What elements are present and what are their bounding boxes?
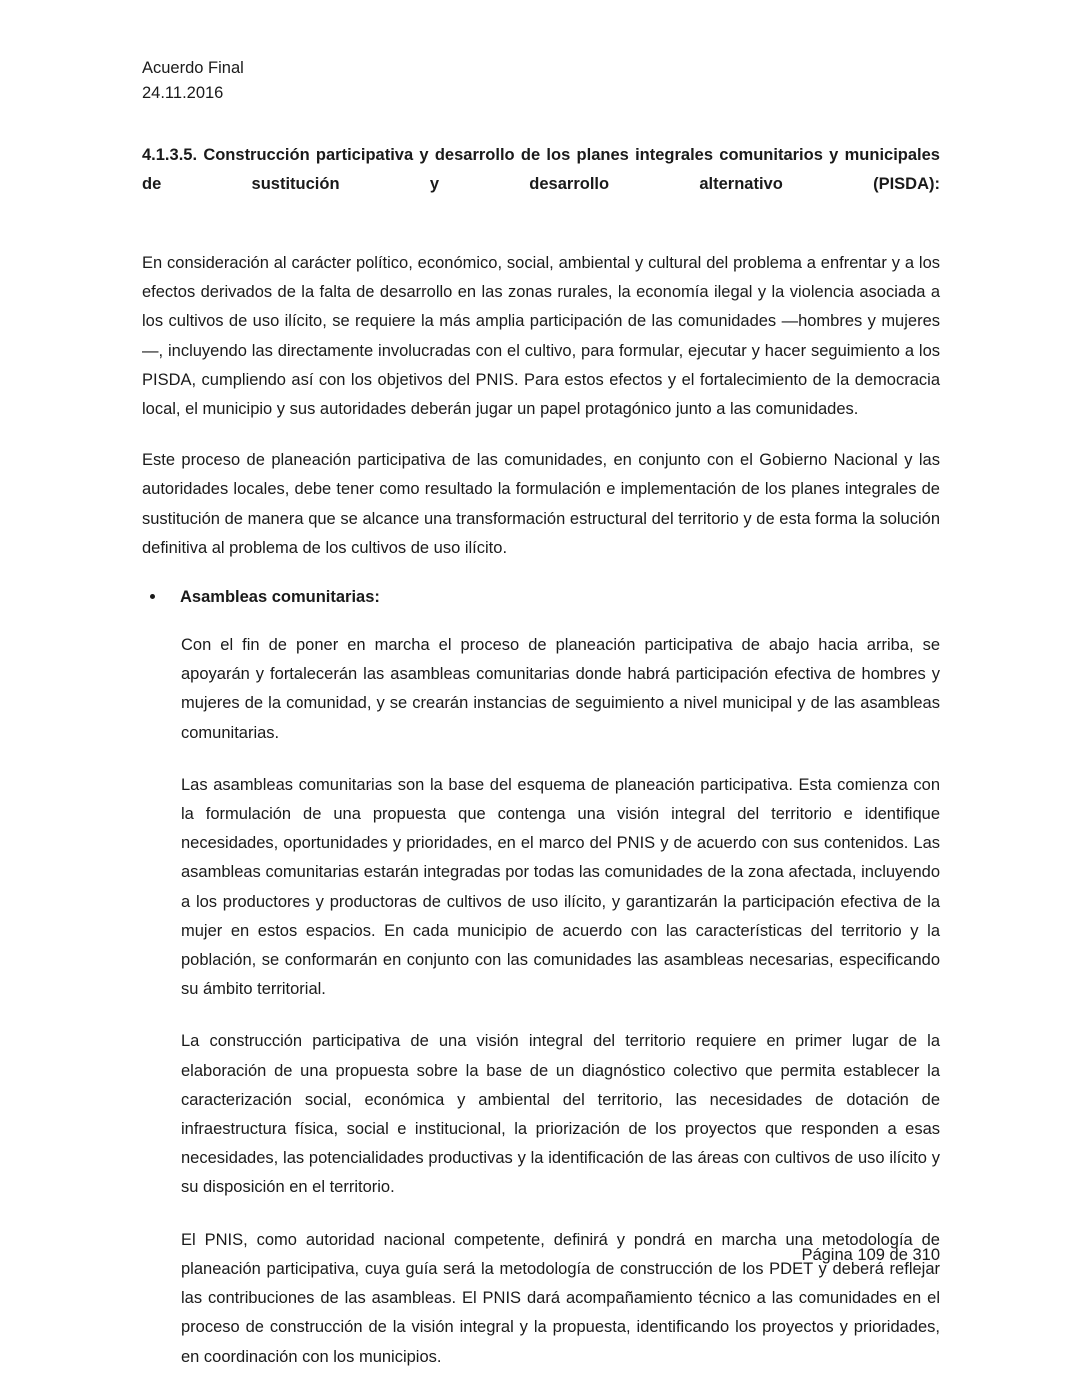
sub-paragraph-2: Las asambleas comunitarias son la base del esquema de planeación participativa. Esta comienza con la formulación de una propuesta que contenga una visión integral del territorio e identifique necesidades, oportunidades y prioridades, en el marco del PNIS y de acuerdo con sus contenidos. Las asambleas comunitarias estarán integradas por todas las comunidades de la zona afectada, incluyendo a los productores y productoras de cultivos de uso ilícito, y garantizarán la participación efectiva de la mujer en estos espacios. En cada municipio de acuerdo con las características del territorio y la población, se conformarán en conjunto con las comunidades las asambleas necesarias, especificando su ámbito territorial. <box>181 775 940 999</box>
sub-paragraph-1: Con el fin de poner en marcha el proceso de planeación participativa de abajo hacia arriba, se apoyarán y fortalecerán las asambleas comunitarias donde habrá participación efectiva de hombres y mujeres de la comunidad, y se crearán instancias de seguimiento a nivel municipal y de las asambleas comunitarias. <box>181 636 940 742</box>
section-heading: 4.1.3.5. Construcción participativa y desarrollo de los planes integrales comunitarios y municipales de sustitución y desarrollo alternativo (PISDA): <box>142 146 940 193</box>
list-item <box>142 585 940 610</box>
document-body <box>142 141 940 1372</box>
sub-paragraph-3: La construcción participativa de una visión integral del territorio requiere en primer lugar de la elaboración de una propuesta sobre la base de un diagnóstico colectivo que permita establecer la caracterización social, económica y ambiental del territorio, las necesidades de dotación de infraestructura física, social e institucional, la priorización de los proyectos que responden a esas necesidades, las potencialidades productivas y la identificación de las áreas con cultivos de uso ilícito y su disposición en el territorio. <box>181 1032 940 1197</box>
document-header <box>142 56 940 106</box>
header-document-date: 24.11.2016 <box>142 84 224 102</box>
document-footer <box>142 1243 940 1267</box>
page-number-label: Página 109 de 310 <box>801 1246 940 1264</box>
sub-paragraph-4: El PNIS, como autoridad nacional competente, definirá y pondrá en marcha una metodología de planeación participativa, cuya guía será la metodología de construcción de los PDET y deberá reflejar las contribuciones de las asambleas. El PNIS dará acompañamiento técnico a las comunidades en el proceso de construcción de la visión integral y la propuesta, identificando los proyectos y prioridades, en coordinación con los municipios. <box>181 1230 940 1366</box>
bullet-item-label: Asambleas comunitarias: <box>180 588 380 607</box>
bullet-dot-icon <box>150 594 155 599</box>
paragraph-1: En consideración al carácter político, económico, social, ambiental y cultural del problema a enfrentar y a los efectos derivados de la falta de desarrollo en las zonas rurales, la economía ilegal y la violencia asociada a los cultivos de uso ilícito, se requiere la más amplia participación de las comunidades —hombres y mujeres—, incluyendo las directamente involucradas con el cultivo, para formular, ejecutar y hacer seguimiento a los PISDA, cumpliendo así con los objetivos del PNIS. Para estos efectos y el fortalecimiento de la democracia local, el municipio y sus autoridades deberán jugar un papel protagónico junto a las comunidades. <box>142 254 940 419</box>
header-document-title: Acuerdo Final <box>142 59 244 77</box>
paragraph-2: Este proceso de planeación participativa de las comunidades, en conjunto con el Gobierno Nacional y las autoridades locales, debe tener como resultado la formulación e implementación de los planes integrales de sustitución de manera que se alcance una transformación estructural del territorio y de esta forma la solución definitiva al problema de los cultivos de uso ilícito. <box>142 451 940 557</box>
